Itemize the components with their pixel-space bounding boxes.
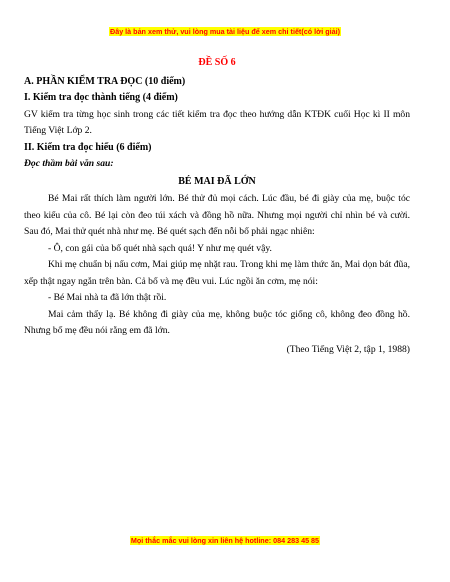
story-paragraph: - Bé Mai nhà ta đã lớn thật rồi. xyxy=(48,292,167,303)
hotline-banner-text: Mọi thắc mắc vui lòng xin liên hệ hotline: 084 283 45 85 xyxy=(130,536,320,545)
hotline-banner xyxy=(0,536,450,545)
exam-number: ĐỀ SỐ 6 xyxy=(198,57,236,68)
story-paragraph: - Ô, con gái của bố quét nhà sạch quá! Y như mẹ quét vậy. xyxy=(48,242,272,254)
story-title: BÉ MAI ĐÃ LỚN xyxy=(178,175,256,187)
story-paragraph: Bé Mai rất thích làm người lớn. Bé thử đủ mọi cách. Lúc đầu, bé đi giày của mẹ, buộc tóc theo kiểu của cô. Bé lại còn đeo túi xách và đồng hồ nữa. Nhưng mọi người chỉ nhìn bé và cười. Sau đó, Mai thử quét nhà như mẹ. Bé quét sạch đến nỗi bố phải ngạc nhiên: xyxy=(24,193,410,237)
section-i-heading: I. Kiểm tra đọc thành tiếng (4 điểm) xyxy=(24,92,178,103)
section-a-heading: A. PHẦN KIỂM TRA ĐỌC (10 điểm) xyxy=(24,75,186,87)
document-body xyxy=(24,55,410,358)
section-i-text: GV kiểm tra từng học sinh trong các tiết kiểm tra đọc theo hướng dẫn KTĐK cuối Học kì II môn Tiếng Việt Lớp 2. xyxy=(24,108,410,136)
read-prompt: Đọc thầm bài văn sau: xyxy=(24,158,114,169)
preview-banner-text: Đây là bản xem thử, vui lòng mua tài liệu để xem chi tiết(có lời giải) xyxy=(110,27,340,36)
story-paragraph: Khi mẹ chuẩn bị nấu cơm, Mai giúp mẹ nhặt rau. Trong khi mẹ làm thức ăn, Mai dọn bát đũa, xếp thật ngay ngắn trên bàn. Cả bố và mẹ đều vui. Lúc ngồi ăn cơm, mẹ nói: xyxy=(24,259,410,287)
story-source: (Theo Tiếng Việt 2, tập 1, 1988) xyxy=(286,343,410,355)
story-paragraph: Mai cảm thấy lạ. Bé không đi giày của mẹ, không buộc tóc giống cô, không đeo đồng hồ. Nhưng bố mẹ đều nói rằng em đã lớn. xyxy=(24,308,410,336)
preview-banner xyxy=(0,27,450,36)
section-ii-heading: II. Kiểm tra đọc hiểu (6 điểm) xyxy=(24,141,152,153)
